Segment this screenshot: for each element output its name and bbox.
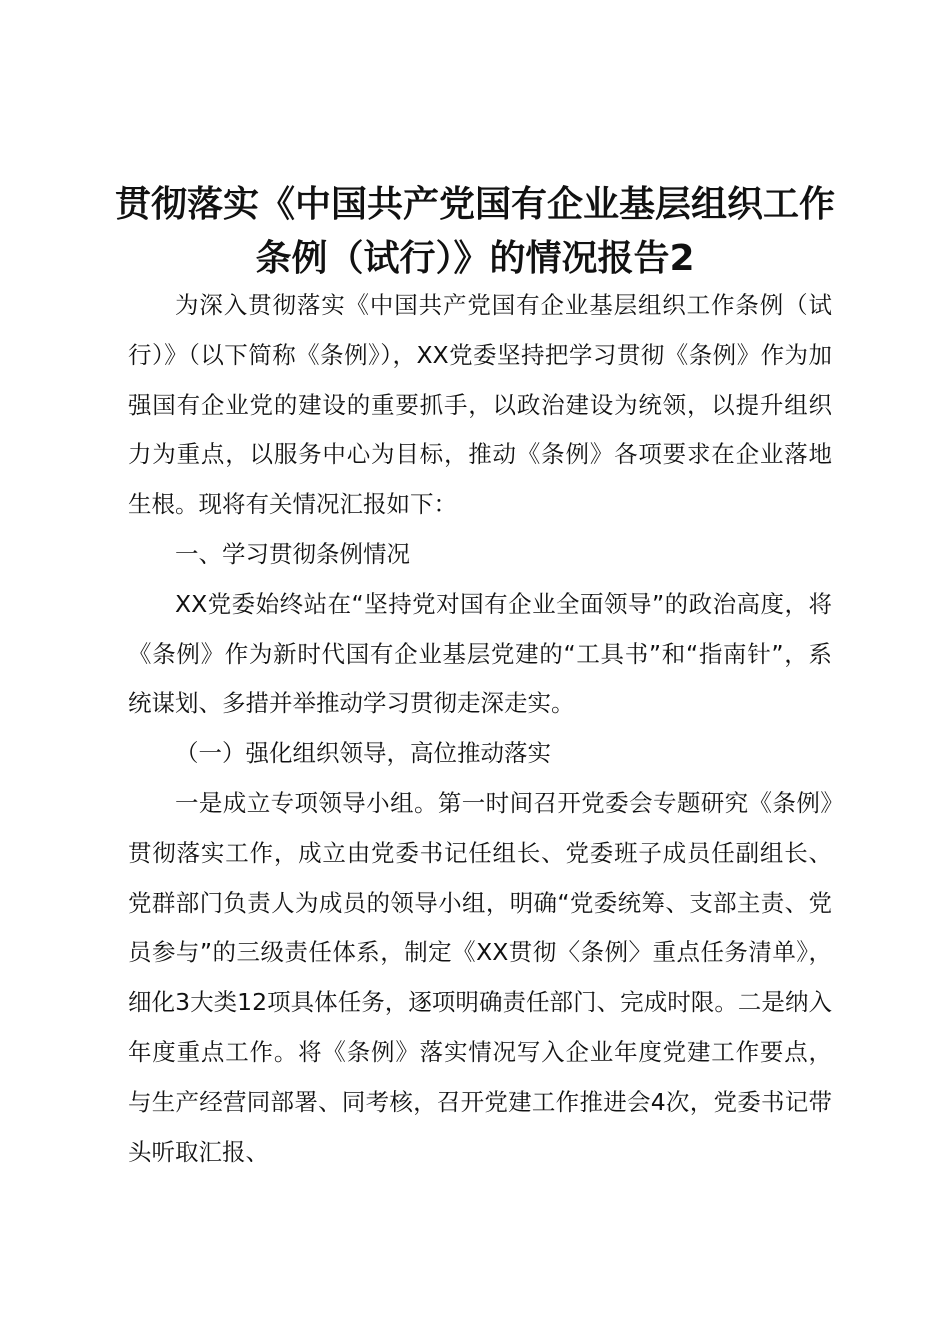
document-body [128,281,832,1177]
subsection-heading-1: （一）强化组织领导，高位推动落实 [175,739,551,768]
paragraph-section-1: XX党委始终站在“坚持党对国有企业全面领导”的政治高度，将《条例》作为新时代国有企业基层党建的“工具书”和“指南针”，系统谋划、多措并举推动学习贯彻走深走实。 [128,589,832,718]
paragraph-subsection-1: 一是成立专项领导小组。第一时间召开党委会专题研究《条例》贯彻落实工作，成立由党委书记任组长、党委班子成员任副组长、党群部门负责人为成员的领导小组，明确“党委统筹、支部主责、党员参与”的三级责任体系，制定《XX贯彻〈条例〉重点任务清单》，细化3大类12项具体任务，逐项明确责任部门、完成时限。二是纳入年度重点工作。将《条例》落实情况写入企业年度党建工作要点，与生产经营同部署、同考核，召开党建工作推进会4次，党委书记带头听取汇报、 [128,788,832,1166]
paragraph-intro: 为深入贯彻落实《中国共产党国有企业基层组织工作条例（试行）》（以下简称《条例》），XX党委坚持把学习贯彻《条例》作为加强国有企业党的建设的重要抓手，以政治建设为统领，以提升组织力为重点，以服务中心为目标，推动《条例》各项要求在企业落地生根。现将有关情况汇报如下： [128,291,832,519]
section-heading-1: 一、学习贯彻条例情况 [175,539,410,568]
document-title: 贯彻落实《中国共产党国有企业基层组织工作条例（试行）》的情况报告2 [114,184,835,279]
